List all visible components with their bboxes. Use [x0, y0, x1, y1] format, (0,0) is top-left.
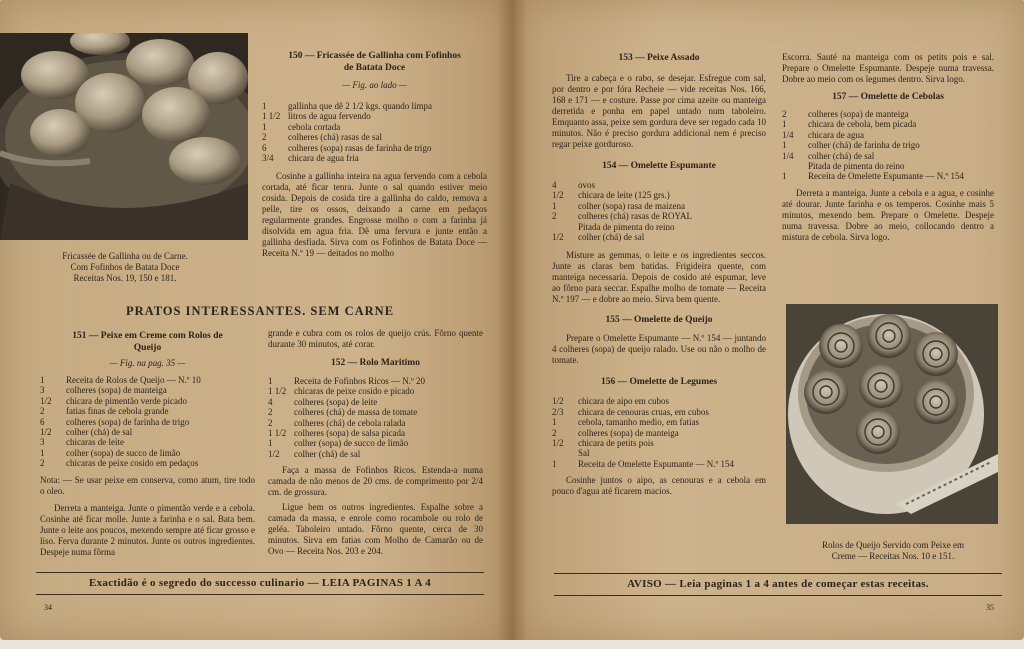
ingredient-quantity: 3 [40, 437, 45, 448]
right-column-2 [782, 52, 994, 243]
ingredient-row [552, 428, 766, 438]
recipe-instructions: Faça a massa de Fofinhos Ricos. Estenda-a numa camada de não menos de 20 cms. de comprimento por 2/4 cm. de grossura. [268, 465, 483, 498]
ingredient-description: Pitada de pimenta do reino [578, 221, 675, 232]
ingredient-description: Receita de Rolos de Queijo — N.º 10 [66, 375, 201, 385]
ingredient-description: chicara de pimentão verde picado [66, 395, 187, 406]
ingredient-row [268, 418, 483, 428]
ingredient-row [552, 180, 766, 190]
ingredient-row [40, 448, 255, 458]
ingredient-description: colher (sopa) de succo de limão [66, 447, 181, 458]
ingredient-quantity: 4 [268, 396, 273, 407]
ingredient-row [782, 171, 994, 181]
recipe-instructions: Tire a cabeça e o rabo, se desejar. Esfregue com sal, por dentro e por fóra Recheie — vide receitas Nos. 166, 168 e 171 — e costure. Passe por cima azeite ou manteiga derretida e ponha em papel untado num taboleiro. Emquanto assa, peixe sem gordura deve ser regado cada 10 minutos. Não é preciso gordura addicional nem é preciso regar peixe gorduroso. [552, 73, 766, 149]
ingredient-quantity: 1 [552, 200, 557, 211]
ingredient-row [782, 119, 994, 129]
ingredient-row [268, 376, 483, 386]
ingredient-description: colher (chá) de sal [66, 427, 133, 438]
ingredient-description: Receita de Omelette Espumante — N.º 154 [578, 458, 734, 469]
ingredient-description: chicara de petits pois [578, 438, 654, 449]
fricassee-photo [0, 33, 248, 240]
ingredient-quantity [782, 161, 808, 171]
recipe-instructions: Cosinhe a gallinha inteira na agua fervendo com a cebola cortada, até ficar tenra. Junte o sal quando estiver meio cosida. Depois de cosida tire a gallinha do caldo, remova a pelle, tire os ossos, deixando a carne em pedaços regularmente grandes. Engrosse molho o com a farinha já disolvida em agua fria. Dê uma fervura e junte então a gallinha desfiada. Sirva com os Fofinhos de Batata Doce — Receita N.º 19 — deitados no molho [262, 171, 487, 259]
ingredient-row [262, 153, 487, 163]
fricassee-illustration [0, 33, 248, 240]
figure-reference: — Fig. ao lado — [342, 80, 407, 90]
ingredient-row [40, 385, 255, 395]
ingredient-description: colheres (chá) rasas de ROYAL [578, 211, 692, 222]
ingredient-quantity: 1/2 [40, 395, 52, 406]
ingredient-row [40, 406, 255, 416]
ingredient-row [40, 417, 255, 427]
ingredient-list [552, 180, 766, 242]
ingredient-description: colher (chá) de sal [294, 448, 361, 459]
caption-line: Creme — Receitas Nos. 10 e 151. [831, 551, 955, 561]
ingredient-quantity: 1 1/2 [268, 386, 287, 397]
page-number: 35 [986, 603, 994, 612]
ingredient-quantity: 1 [268, 376, 273, 386]
ingredient-quantity: 2 [262, 132, 267, 143]
footer-rule-bottom [554, 595, 1002, 596]
ingredient-row [552, 190, 766, 200]
ingredient-list [268, 376, 483, 459]
figure-reference: — Fig. na pag. 35 — [109, 358, 186, 368]
ingredient-quantity: 2 [552, 211, 557, 222]
ingredient-description: colher (chá) de sal [808, 150, 875, 161]
ingredient-row [268, 397, 483, 407]
recipe-instructions: Misture as gemmas, o leite e os ingredientes seccos. Junte as claras bem batidas. Frigideira quente, com manteiga necessaria. Depois de cosido até espumar, leve ao fôrno para seccar. Espalhe molho de tomate — Receita N.º 197 — e dobre ao meio. Sirva bem quente. [552, 250, 766, 305]
ingredient-row [782, 140, 994, 150]
ingredient-row [552, 396, 766, 406]
ingredient-quantity: 1 [40, 375, 45, 385]
recipe-instructions: Ligue bem os outros ingredientes. Espalhe sobre a camada da massa, e enrole como rocambole ou rolo de geléa. Taboleiro untado. Fôrno quente, cerca de 30 minutos. Sirva em fatias com Molho de Camarão ou de Ovo — Receita Nos. 203 e 204. [268, 502, 483, 557]
title-line: 150 — Fricassée de Gallinha com Fofinhos [288, 51, 461, 61]
recipe-title [262, 50, 487, 74]
cheese-rolls-illustration [786, 304, 998, 524]
ingredient-row [40, 437, 255, 447]
ingredient-description: colheres (sopa) de manteiga [66, 385, 167, 396]
ingredient-row [268, 428, 483, 438]
ingredient-row [552, 448, 766, 458]
ingredient-description: colheres (chá) de cebola ralada [294, 417, 406, 428]
recipe-156-continued: Escorra. Sauté na manteiga com os petits pois e sal. Prepare o Omelette Espumante. Despeje numa travessa. Dobre ao meio com os legumes dentro. Sirva logo. [782, 52, 994, 84]
ingredient-quantity: 1 1/2 [268, 428, 287, 439]
ingredient-row [40, 427, 255, 437]
footer-rule-top [554, 573, 1002, 574]
ingredient-description: litros de agua fervendo [288, 111, 371, 122]
recipe-151-continued: grande e cubra com os rolos de queijo crús. Fôrno quente durante 30 minutos, até corar. [268, 328, 483, 349]
cheese-rolls-photo [786, 304, 998, 524]
ingredient-description: colher (chá) de sal [578, 232, 645, 243]
recipe-151 [40, 330, 255, 558]
ingredient-list [40, 375, 255, 469]
ingredient-quantity: 1 [40, 447, 45, 458]
ingredient-quantity: 1 [782, 140, 787, 151]
ingredient-row [268, 449, 483, 459]
ingredient-row [40, 396, 255, 406]
ingredient-quantity: 2 [40, 406, 45, 417]
ingredient-description: colheres (chá) rasas de sal [288, 132, 382, 143]
ingredient-description: colher (chá) de farinha de trigo [808, 140, 920, 151]
ingredient-row [782, 151, 994, 161]
recipe-153-title: 153 — Peixe Assado [618, 53, 700, 63]
ingredient-description: colheres (chá) de massa de tomate [294, 407, 418, 418]
ingredient-list [782, 109, 994, 182]
ingredient-quantity: 1 1/2 [262, 111, 281, 122]
ingredient-description: ovos [578, 180, 596, 190]
ingredient-row [262, 111, 487, 121]
ingredient-description: colheres (sopa) de manteiga [578, 427, 679, 438]
footer-rule-bottom [36, 594, 484, 595]
ingredient-quantity: 2 [268, 407, 273, 418]
recipe-155-title: 155 — Omelette de Queijo [605, 315, 713, 326]
ingredient-row [552, 459, 766, 469]
ingredient-row [782, 109, 994, 119]
footer-banner: AVISO — Leia paginas 1 a 4 antes de começar estas receitas. [627, 578, 929, 590]
ingredient-description: chicaras de leite [66, 437, 124, 448]
ingredient-quantity: 1 [782, 171, 787, 182]
title-line: 151 — Peixe em Creme com Rolos de [72, 331, 223, 341]
ingredient-quantity: 2 [268, 417, 273, 428]
ingredient-quantity: 6 [40, 416, 45, 427]
ingredient-row [262, 132, 487, 142]
ingredient-quantity: 1 [552, 458, 557, 469]
ingredient-row [552, 222, 766, 232]
ingredient-row [552, 438, 766, 448]
ingredient-quantity: 1/2 [268, 448, 280, 459]
ingredient-row [268, 438, 483, 448]
ingredient-description: cebola cortada [288, 121, 341, 132]
ingredient-quantity: 1 [262, 101, 267, 111]
ingredient-description: colheres (sopa) de salsa picada [294, 428, 405, 439]
ingredient-row [262, 101, 487, 111]
caption-line: Receitas Nos. 19, 150 e 181. [73, 273, 177, 283]
recipe-instructions: Derreta a manteiga. Junte a cebola e a agua, e cosinhe até dourar. Junte farinha e os temperos. Cosinhe mais 5 minutos, mexendo bem. Prepare o Omelette. Despeje numa travessa. Dobre ao meio, collocando dentro a mistura de cebola. Sirva logo. [782, 187, 994, 242]
right-page [512, 0, 1024, 640]
recipe-150 [262, 50, 487, 259]
recipe-instructions: Derreta a manteiga. Junte o pimentão verde e a cebola. Cosinhe até ficar molle. Junte a farinha e o sal. Bata bem. Junte o leite aos poucos, mexendo sempre até ficar grosso e liso. Ferva durante 2 minutos. Junte os outros ingredientes. Despeje numa fôrma [40, 502, 255, 557]
ingredient-row [552, 201, 766, 211]
recipe-instructions: Prepare o Omelette Espumante — N.º 154 — juntando 4 colheres (sopa) de queijo ralado. Use ou não o molho de tomate. [552, 333, 766, 366]
ingredient-row [268, 407, 483, 417]
ingredient-description: colheres (sopa) de farinha de trigo [66, 416, 190, 427]
ingredient-quantity: 2 [552, 427, 557, 438]
ingredient-quantity: 1/2 [552, 438, 564, 449]
ingredient-quantity: 1 [782, 119, 787, 130]
ingredient-description: colher (sopa) rasa de maizena [578, 200, 685, 211]
ingredient-row [268, 386, 483, 396]
ingredient-quantity [552, 448, 578, 458]
ingredient-description: Receita de Omelette Espumante — N.º 154 [808, 171, 964, 182]
ingredient-quantity: 6 [262, 142, 267, 153]
recipe-title [40, 330, 255, 354]
ingredient-quantity: 2/3 [552, 406, 564, 417]
recipe-154-title: 154 — Omelette Espumante [602, 161, 716, 171]
recipe-152-title: 152 — Rolo Maritimo [331, 358, 420, 368]
page-number: 34 [44, 603, 52, 612]
ingredient-description: colheres (sopa) rasas de farinha de trigo [288, 142, 432, 153]
ingredient-description: Receita de Fofinhos Ricos — N.º 20 [294, 376, 426, 386]
ingredient-description: chicara de leite (125 grs.) [578, 190, 670, 201]
footer-banner: Exactidão é o segredo do successo culinario — LEIA PAGINAS 1 A 4 [88, 577, 432, 589]
ingredient-quantity: 4 [552, 180, 557, 190]
ingredient-description: chicara de aipo em cubos [578, 396, 669, 407]
ingredient-quantity: 3 [40, 385, 45, 396]
ingredient-description: Sal [578, 448, 590, 459]
ingredient-description: chicara de cebola, bem picada [808, 119, 917, 130]
footer-rule-top [36, 572, 484, 573]
ingredient-description: colheres (sopa) de manteiga [808, 109, 909, 119]
fricassee-caption [40, 251, 210, 284]
title-line: Queijo [133, 343, 162, 353]
ingredient-description: chicara de agua fria [288, 153, 359, 164]
ingredient-row [262, 122, 487, 132]
ingredient-quantity: 1/4 [782, 150, 794, 161]
ingredient-quantity: 1/2 [552, 396, 564, 407]
recipe-note: Nota: — Se usar peixe em conserva, como atum, tire todo o oleo. [40, 474, 255, 496]
caption-line: Rolos de Queijo Servido com Peixe em [822, 540, 964, 550]
ingredient-row [782, 161, 994, 171]
ingredient-quantity [552, 222, 578, 232]
section-title: PRATOS INTERESSANTES. SEM CARNE [125, 304, 395, 318]
ingredient-quantity: 2 [40, 458, 45, 469]
ingredient-description: chicara de cenouras cruas, em cubos [578, 406, 709, 417]
ingredient-row [262, 143, 487, 153]
ingredient-quantity: 1/4 [782, 129, 794, 140]
ingredient-list [262, 101, 487, 163]
ingredient-quantity: 1/2 [552, 232, 564, 243]
ingredient-description: colher (sopa) de succo de limão [294, 438, 409, 449]
ingredient-quantity: 1/2 [40, 427, 52, 438]
ingredient-quantity: 1 [268, 438, 273, 449]
ingredient-description: fatias finas de cebola grande [66, 406, 169, 417]
recipe-instructions: Cosinhe juntos o aipo, as cenouras e a cebola em pouco d'agua até ficarem macios. [552, 475, 766, 497]
ingredient-description: gallinha que dê 2 1/2 kgs. quando limpa [288, 101, 432, 111]
ingredient-quantity: 1 [552, 417, 557, 428]
left-page [0, 0, 512, 640]
ingredient-quantity: 1 [262, 121, 267, 132]
ingredient-row [40, 375, 255, 385]
title-line: de Batata Doce [343, 63, 406, 73]
cheese-rolls-caption [784, 540, 1002, 562]
ingredient-description: chicara de agua [808, 129, 864, 140]
ingredient-description: cebola, tamanho medio, em fatias [578, 417, 699, 428]
caption-line: Com Fofinhos de Batata Doce [70, 262, 180, 272]
ingredient-row [552, 417, 766, 427]
ingredient-row [782, 130, 994, 140]
ingredient-description: chicaras de peixe cosido e picado [294, 386, 415, 397]
ingredient-row [40, 458, 255, 468]
caption-line: Fricassée de Gallinha ou de Carne. [62, 251, 188, 261]
ingredient-quantity: 2 [782, 109, 787, 119]
ingredient-quantity: 3/4 [262, 153, 274, 164]
ingredient-description: chicaras de peixe cosido em pedaços [66, 458, 199, 469]
ingredient-row [552, 232, 766, 242]
ingredient-quantity: 1/2 [552, 190, 564, 201]
ingredient-description: Pitada de pimenta do reino [808, 161, 905, 172]
ingredient-description: colheres (sopa) de leite [294, 396, 378, 407]
ingredient-row [552, 211, 766, 221]
recipe-157-title: 157 — Omelette de Cebolas [832, 92, 944, 102]
right-column-1 [552, 52, 766, 497]
ingredient-row [552, 407, 766, 417]
recipe-152-column [268, 328, 483, 557]
recipe-156-title: 156 — Omelette de Legumes [600, 377, 718, 388]
ingredient-list [552, 396, 766, 469]
